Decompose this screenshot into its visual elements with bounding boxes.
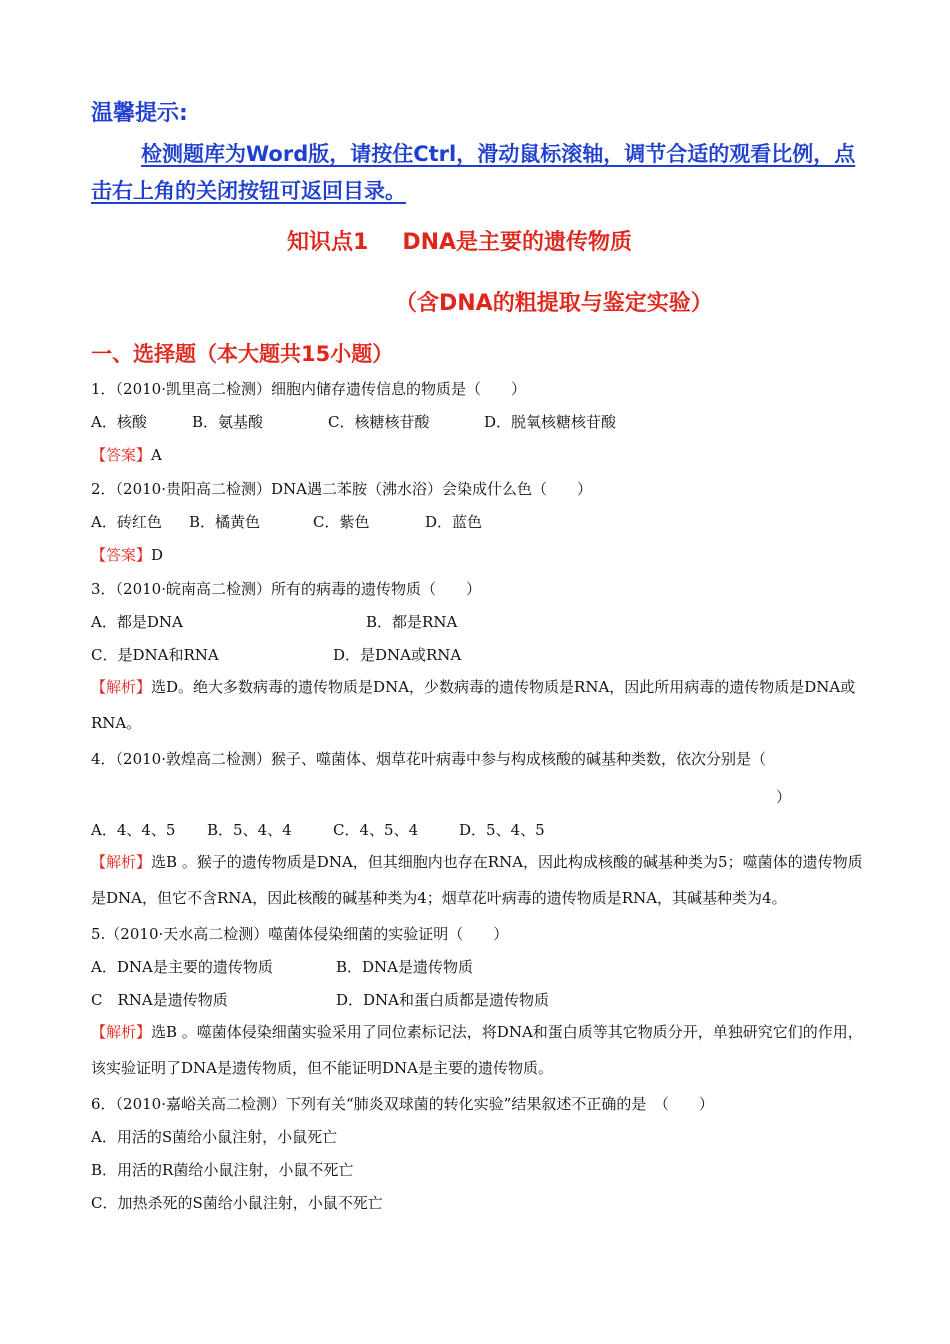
q3-options-ab [91,611,457,632]
q4-option-c: C．4、5、4 [333,821,419,839]
q3-option-d: D．是DNA或RNA [333,646,462,664]
q2-stem: 2．（2010·贵阳高二检测）DNA遇二苯胺（沸水浴）会染成什么色（ ） [91,480,592,498]
q1-option-c: C．核糖核苷酸 [328,413,430,431]
q2-option-b: B．橘黄色 [189,513,261,531]
q5-analysis [91,1014,863,1086]
q5-option-d: D．DNA和蛋白质都是遗传物质 [336,991,550,1009]
tip-body-text: 检测题库为Word版，请按住Ctrl，滑动鼠标滚轴，调节合适的观看比例，点击右上角的关闭按钮可返回目录。 [91,142,856,203]
q1-option-d: D．脱氧核糖核苷酸 [484,413,617,431]
q6-stem: 6．（2010·嘉峪关高二检测）下列有关“肺炎双球菌的转化实验”结果叙述不正确的是 （ ） [91,1095,714,1113]
q1-options [91,411,616,432]
q5-options-ab [91,956,473,977]
q1-stem: 1．（2010·凯里高二检测）细胞内储存遗传信息的物质是（ ） [91,380,526,398]
q6-option-b: B．用活的R菌给小鼠注射，小鼠不死亡 [91,1161,354,1179]
q4-analysis [91,844,863,916]
q3-option-a: A．都是DNA [91,613,183,631]
q4-stem: 4．（2010·敦煌高二检测）猴子、噬菌体、烟草花叶病毒中参与构成核酸的碱基种类数，依次分别是（ [91,750,766,768]
q5-analysis-text: 选B 。噬菌体侵染细菌实验采用了同位素标记法，将DNA和蛋白质等其它物质分开，单独研究它们的作用，该实验证明了DNA是遗传物质，但不能证明DNA是主要的遗传物质。 [91,1023,863,1077]
q2-options [91,511,482,532]
q4-option-d: D．5、4、5 [459,821,545,839]
q6-option-c: C．加热杀死的S菌给小鼠注射，小鼠不死亡 [91,1194,383,1212]
q2-option-d: D．蓝色 [425,513,483,531]
q1-option-b: B．氨基酸 [192,413,264,431]
q2-option-a: A．砖红色 [91,513,162,531]
analysis-label: 【解析】 [91,1023,152,1041]
q4-analysis-text: 选B 。猴子的遗传物质是DNA，但其细胞内也存在RNA，因此构成核酸的碱基种类为5；噬菌体的遗传物质是DNA，但它不含RNA，因此核酸的碱基种类为4；烟草花叶病毒的遗传物质是RNA，其碱基种类为4。 [91,853,863,907]
section-title: 一、选择题（本大题共15小题） [91,342,394,366]
q4-option-a: A．4、4、5 [91,821,176,839]
q3-option-c: C．是DNA和RNA [91,646,219,664]
analysis-label: 【解析】 [91,678,152,696]
knowledge-point-subtitle: （含DNA的粗提取与鉴定实验） [395,291,713,316]
answer-label: 【答案】 [91,546,152,564]
q1-option-a: A．核酸 [91,413,147,431]
q5-option-c: C RNA是遗传物质 [91,991,228,1009]
q5-options-cd [91,989,549,1010]
answer-label: 【答案】 [91,446,152,464]
q4-options [91,819,545,840]
q1-answer-value: A [151,446,162,464]
q4-option-b: B．5、4、4 [207,821,292,839]
q6-option-a: A．用活的S菌给小鼠注射，小鼠死亡 [91,1128,338,1146]
knowledge-point-label: 知识点1 [287,230,369,255]
q4-stem-end: ） [776,788,792,806]
analysis-label: 【解析】 [91,853,152,871]
q3-stem: 3．（2010·皖南高二检测）所有的病毒的遗传物质（ ） [91,580,481,598]
q3-options-cd [91,644,461,665]
q2-answer-value: D [151,546,164,564]
q5-option-b: B．DNA是遗传物质 [336,958,474,976]
q3-option-b: B．都是RNA [366,613,458,631]
q2-answer [91,544,163,565]
tip-body [91,136,863,210]
q5-option-a: A．DNA是主要的遗传物质 [91,958,273,976]
q5-stem: 5.（2010·天水高二检测）噬菌体侵染细菌的实验证明（ ） [91,925,509,943]
q2-option-c: C．紫色 [313,513,370,531]
q1-answer [91,444,162,465]
q3-analysis-text: 选D。绝大多数病毒的遗传物质是DNA，少数病毒的遗传物质是RNA，因此所用病毒的遗传物质是DNA或RNA。 [91,678,856,732]
tip-title: 温馨提示: [91,101,188,126]
q3-analysis [91,669,863,741]
knowledge-point-title [287,225,632,256]
knowledge-point-topic: DNA是主要的遗传物质 [402,230,633,255]
